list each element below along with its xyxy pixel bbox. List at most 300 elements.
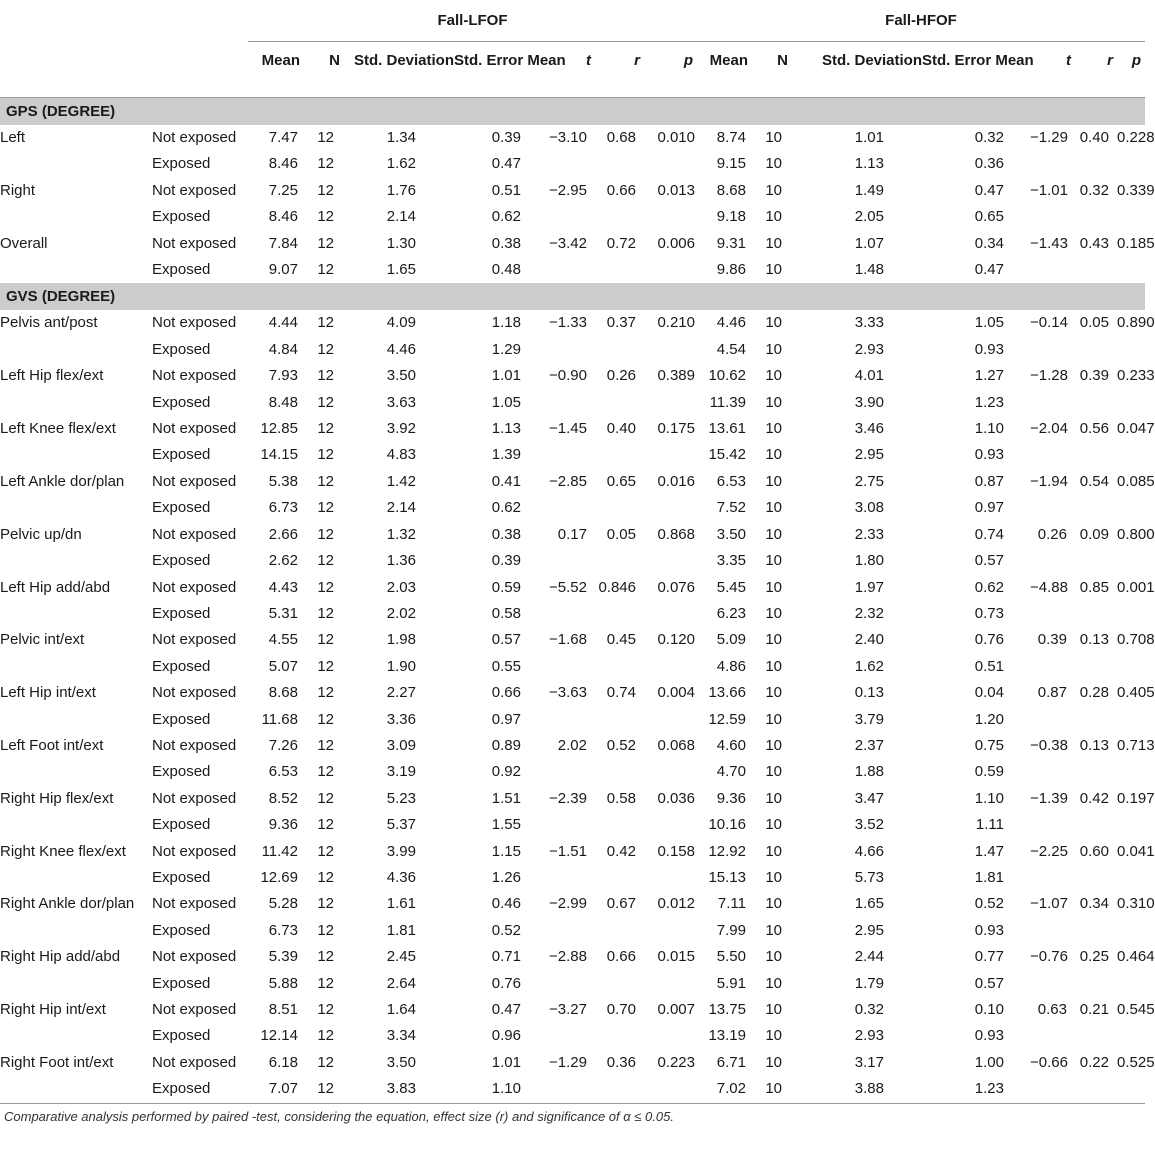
cell-hfof: 0.405 — [1117, 684, 1155, 702]
cell-hfof: 0.10 — [974, 1001, 1004, 1018]
cell-hfof: 2.93 — [854, 340, 884, 358]
cell-lfof: 0.37 — [606, 314, 636, 332]
cell-lfof — [595, 707, 644, 733]
cell-hfof: 10 — [765, 314, 782, 332]
cell-lfof: 3.09 — [386, 736, 416, 754]
cell-hfof — [1030, 971, 1075, 997]
cell-hfof: 4.60 — [716, 736, 746, 754]
cell-lfof: 5.23 — [386, 789, 416, 807]
cell-hfof: 10 — [765, 446, 782, 464]
cell-lfof: 12 — [317, 155, 334, 173]
cell-hfof: 0.525 — [1117, 1053, 1155, 1071]
cell-hfof: 10 — [765, 895, 782, 913]
cell-hfof — [1117, 204, 1145, 230]
cell-lfof — [547, 257, 595, 283]
cell-lfof: 11.68 — [261, 710, 298, 728]
cell-lfof — [595, 759, 644, 785]
table-row — [0, 680, 1145, 706]
row-label — [0, 548, 152, 574]
cell-lfof: 0.62 — [491, 208, 521, 226]
cell-hfof: 0.890 — [1117, 314, 1155, 332]
row-condition: Exposed — [152, 446, 211, 464]
table-row — [0, 733, 1145, 759]
cell-hfof — [1030, 654, 1075, 680]
cell-hfof — [1075, 707, 1117, 733]
cell-hfof: −1.43 — [1030, 234, 1068, 252]
cell-hfof: 0.32 — [974, 129, 1004, 146]
cell-hfof: 0.39 — [1037, 631, 1067, 649]
cell-lfof — [644, 495, 697, 521]
row-label: Left Hip flex/ext — [0, 367, 104, 385]
cell-lfof: 12 — [317, 789, 334, 807]
cell-hfof: 0.13 — [854, 684, 884, 702]
cell-lfof: 0.96 — [491, 1027, 521, 1045]
cell-hfof: 0.77 — [974, 948, 1004, 966]
cell-lfof: 7.07 — [248, 1076, 304, 1103]
cell-lfof: 0.05 — [606, 525, 636, 543]
cell-hfof: 13.66 — [708, 684, 746, 702]
cell-lfof: 12 — [317, 710, 334, 728]
col-n: N — [304, 42, 344, 98]
row-condition: Not exposed — [152, 736, 237, 754]
cell-hfof: 4.01 — [854, 367, 884, 385]
group-header-row — [0, 0, 1145, 42]
cell-hfof: 0.42 — [1079, 789, 1109, 807]
row-label: Left Foot int/ext — [0, 736, 104, 754]
table-row — [0, 469, 1145, 495]
cell-lfof — [595, 442, 644, 468]
cell-lfof: 12 — [317, 552, 334, 570]
cell-hfof: 0.87 — [1037, 684, 1067, 702]
cell-hfof: 10 — [765, 604, 782, 622]
row-label — [0, 654, 152, 680]
cell-lfof: 12 — [317, 868, 334, 886]
cell-hfof: 1.13 — [854, 155, 884, 173]
cell-lfof: 3.83 — [344, 1076, 454, 1103]
cell-lfof: 12 — [317, 234, 334, 252]
cell-hfof: 0.57 — [974, 974, 1004, 992]
cell-lfof: 12 — [317, 895, 334, 913]
cell-hfof: 2.95 — [854, 446, 884, 464]
corner-cell — [0, 0, 248, 42]
cell-hfof: 0.34 — [974, 234, 1004, 252]
cell-lfof: 1.18 — [491, 314, 521, 332]
cell-hfof — [1075, 442, 1117, 468]
cell-hfof: 10.62 — [708, 367, 746, 385]
row-condition: Exposed — [152, 340, 211, 358]
cell-hfof: 10 — [765, 948, 782, 966]
cell-lfof: 0.036 — [657, 789, 695, 807]
table-row — [0, 125, 1145, 151]
cell-lfof: 6.18 — [268, 1053, 298, 1071]
cell-lfof: 2.03 — [386, 578, 416, 596]
cell-hfof: 6.23 — [716, 604, 746, 622]
cell-lfof: 0.47 — [491, 1001, 521, 1018]
cell-lfof: 12 — [317, 1027, 334, 1045]
cell-lfof — [547, 918, 595, 944]
cell-lfof: 0.68 — [606, 129, 636, 146]
cell-hfof — [1117, 971, 1145, 997]
cell-lfof: 5.07 — [268, 657, 298, 675]
row-condition: Not exposed — [152, 420, 237, 438]
cell-lfof: 0.74 — [606, 684, 636, 702]
cell-lfof: 3.50 — [386, 367, 416, 385]
cell-hfof — [1030, 601, 1075, 627]
cell-lfof: 8.46 — [268, 155, 298, 173]
cell-hfof — [1075, 337, 1117, 363]
cell-lfof — [547, 812, 595, 838]
cell-hfof: −1.94 — [1030, 472, 1068, 490]
cell-hfof: 3.33 — [854, 314, 884, 332]
cell-hfof: 5.91 — [716, 974, 746, 992]
cell-lfof: 12 — [317, 816, 334, 834]
cell-lfof — [595, 337, 644, 363]
cell-lfof: 12 — [317, 604, 334, 622]
row-condition: Exposed — [152, 974, 211, 992]
cell-hfof: 0.22 — [1079, 1053, 1109, 1071]
cell-hfof: 0.39 — [1079, 367, 1109, 385]
cell-hfof: 0.13 — [1079, 736, 1109, 754]
cell-hfof: 3.79 — [854, 710, 884, 728]
cell-lfof: 1.29 — [491, 340, 521, 358]
cell-hfof: 1.27 — [974, 367, 1004, 385]
cell-lfof — [644, 257, 697, 283]
row-label: Right Hip add/abd — [0, 948, 121, 966]
table-row — [0, 442, 1145, 468]
cell-lfof — [595, 495, 644, 521]
table-row — [0, 1050, 1145, 1076]
col-r: r — [1075, 42, 1117, 98]
table-row — [0, 865, 1145, 891]
cell-lfof: 12 — [317, 921, 334, 939]
cell-hfof: 1.05 — [974, 314, 1004, 332]
table-footnote: Comparative analysis performed by paired -test, considering the equation, effect size (r) and significance of α ≤ 0.05. — [4, 1108, 674, 1124]
cell-hfof: 10 — [752, 1076, 792, 1103]
cell-lfof: −0.90 — [549, 367, 587, 385]
row-condition: Not exposed — [152, 948, 237, 966]
cell-lfof: −2.95 — [549, 181, 587, 199]
cell-lfof: 0.38 — [491, 234, 521, 252]
table-row — [0, 627, 1145, 653]
col-mean: Mean — [697, 42, 752, 98]
cell-lfof: 2.14 — [386, 499, 416, 517]
cell-hfof: 10 — [765, 974, 782, 992]
cell-hfof: −0.66 — [1030, 1053, 1068, 1071]
cell-lfof: 0.38 — [491, 525, 521, 543]
cell-lfof: 12 — [317, 181, 334, 199]
cell-lfof — [547, 442, 595, 468]
cell-lfof: 0.47 — [491, 155, 521, 173]
cell-hfof: 15.13 — [708, 868, 746, 886]
cell-lfof: 0.076 — [657, 578, 695, 596]
cell-lfof: 9.36 — [268, 816, 298, 834]
row-label — [0, 257, 152, 283]
cell-lfof — [547, 1076, 595, 1103]
cell-lfof: −3.10 — [549, 129, 587, 146]
cell-lfof — [547, 707, 595, 733]
cell-hfof: 0.25 — [1079, 948, 1109, 966]
cell-lfof — [644, 601, 697, 627]
cell-hfof: 1.47 — [974, 842, 1004, 860]
cell-hfof: 0.93 — [974, 1027, 1004, 1045]
cell-lfof: 0.76 — [491, 974, 521, 992]
cell-hfof — [1030, 337, 1075, 363]
cell-lfof: 7.25 — [268, 181, 298, 199]
row-condition: Not exposed — [152, 1001, 237, 1018]
cell-hfof: 10 — [765, 393, 782, 411]
section-header — [0, 98, 1145, 126]
cell-lfof: 1.32 — [386, 525, 416, 543]
cell-lfof — [547, 204, 595, 230]
cell-hfof: 13.19 — [708, 1027, 746, 1045]
cell-hfof: 10 — [765, 710, 782, 728]
cell-hfof: 0.62 — [974, 578, 1004, 596]
table-row — [0, 337, 1145, 363]
cell-hfof: −1.28 — [1030, 367, 1068, 385]
col-n: N — [752, 42, 792, 98]
col-p: p — [644, 42, 697, 98]
cell-hfof: 1.80 — [854, 552, 884, 570]
row-condition: Not exposed — [152, 367, 237, 385]
row-label: Pelvis ant/post — [0, 314, 98, 332]
cell-hfof: 0.32 — [854, 1001, 884, 1018]
row-label: Left Hip int/ext — [0, 684, 96, 702]
cell-hfof: 0.43 — [1079, 234, 1109, 252]
row-condition: Not exposed — [152, 129, 237, 146]
cell-hfof: 0.21 — [1079, 1001, 1109, 1018]
table-row — [0, 891, 1145, 917]
cell-lfof: 0.48 — [491, 261, 521, 279]
cell-hfof: 1.01 — [854, 129, 884, 146]
cell-hfof: 5.50 — [716, 948, 746, 966]
cell-lfof: 6.73 — [268, 921, 298, 939]
cell-lfof: 1.55 — [491, 816, 521, 834]
row-condition: Exposed — [152, 1076, 248, 1103]
cell-lfof: 0.015 — [657, 948, 695, 966]
cell-lfof: 0.007 — [657, 1001, 695, 1018]
section-header — [0, 283, 1145, 310]
cell-hfof: 8.74 — [716, 129, 746, 146]
cell-hfof — [1075, 759, 1117, 785]
cell-lfof: 3.63 — [386, 393, 416, 411]
cell-lfof: 0.45 — [606, 631, 636, 649]
cell-hfof: 0.13 — [1079, 631, 1109, 649]
table-row — [0, 204, 1145, 230]
cell-lfof: −1.45 — [549, 420, 587, 438]
cell-hfof: 10 — [765, 234, 782, 252]
cell-hfof: 10 — [765, 631, 782, 649]
cell-hfof — [1117, 495, 1145, 521]
cell-lfof: 0.62 — [491, 499, 521, 517]
cell-lfof: 12 — [317, 736, 334, 754]
cell-hfof: 1.79 — [854, 974, 884, 992]
row-condition: Not exposed — [152, 578, 237, 596]
cell-hfof: −4.88 — [1030, 578, 1068, 596]
cell-hfof: 9.18 — [716, 208, 746, 226]
table-row — [0, 548, 1145, 574]
cell-hfof: 0.36 — [974, 155, 1004, 173]
row-label — [0, 865, 152, 891]
cell-lfof: 12 — [317, 314, 334, 332]
cell-hfof: 13.61 — [708, 420, 746, 438]
cell-lfof: 0.17 — [557, 525, 587, 543]
cell-lfof — [547, 390, 595, 416]
cell-lfof — [644, 759, 697, 785]
cell-hfof — [1117, 390, 1145, 416]
cell-hfof: 0.52 — [974, 895, 1004, 913]
cell-lfof: 1.10 — [454, 1076, 547, 1103]
cell-lfof — [644, 151, 697, 177]
cell-hfof: 9.15 — [716, 155, 746, 173]
cell-lfof: 8.46 — [268, 208, 298, 226]
cell-hfof: 1.65 — [854, 895, 884, 913]
cell-hfof: 12.92 — [708, 842, 746, 860]
cell-lfof — [547, 654, 595, 680]
cell-lfof: 1.15 — [491, 842, 521, 860]
cell-hfof — [1117, 151, 1145, 177]
cell-hfof: 10 — [765, 208, 782, 226]
row-condition: Not exposed — [152, 789, 237, 807]
cell-lfof — [595, 865, 644, 891]
cell-lfof: 4.43 — [268, 578, 298, 596]
cell-lfof: 1.05 — [491, 393, 521, 411]
cell-hfof — [1030, 759, 1075, 785]
cell-lfof — [547, 759, 595, 785]
cell-hfof — [1030, 1076, 1075, 1103]
row-condition: Exposed — [152, 1027, 211, 1045]
cell-lfof: 2.64 — [386, 974, 416, 992]
cell-lfof: 1.13 — [491, 420, 521, 438]
cell-hfof: 0.09 — [1079, 525, 1109, 543]
row-label — [0, 337, 152, 363]
cell-lfof — [644, 865, 697, 891]
cell-lfof: 12 — [317, 367, 334, 385]
cell-lfof — [644, 707, 697, 733]
cell-hfof: 10 — [765, 472, 782, 490]
table-row — [0, 1023, 1145, 1049]
cell-lfof: 4.46 — [386, 340, 416, 358]
cell-hfof: 0.185 — [1117, 234, 1155, 252]
cell-lfof — [595, 390, 644, 416]
cell-lfof: 0.71 — [491, 948, 521, 966]
cell-lfof: 0.97 — [491, 710, 521, 728]
col-std-error-mean: Std. Error Mean — [922, 42, 1030, 98]
cell-lfof: 4.84 — [268, 340, 298, 358]
cell-hfof — [1117, 1076, 1145, 1103]
cell-hfof: 1.62 — [854, 657, 884, 675]
cell-lfof: 1.30 — [386, 234, 416, 252]
cell-lfof: 12 — [317, 446, 334, 464]
cell-hfof — [1075, 151, 1117, 177]
cell-hfof: 4.86 — [716, 657, 746, 675]
cell-lfof — [547, 337, 595, 363]
cell-hfof: 4.66 — [854, 842, 884, 860]
table-row — [0, 151, 1145, 177]
cell-hfof — [1117, 865, 1145, 891]
table-row — [0, 997, 1145, 1023]
cell-hfof: 10 — [765, 1053, 782, 1071]
cell-lfof: 3.92 — [386, 420, 416, 438]
cell-lfof: 8.52 — [268, 789, 298, 807]
cell-lfof: 4.83 — [386, 446, 416, 464]
table-row — [0, 310, 1145, 336]
cell-lfof — [547, 548, 595, 574]
row-label: Left Knee flex/ext — [0, 420, 116, 438]
cell-hfof: 0.93 — [974, 340, 1004, 358]
cell-lfof: 7.26 — [268, 736, 298, 754]
cell-lfof: 0.36 — [606, 1053, 636, 1071]
cell-hfof: 3.46 — [854, 420, 884, 438]
cell-hfof — [1075, 495, 1117, 521]
cell-hfof: 4.54 — [716, 340, 746, 358]
cell-lfof: −2.88 — [549, 948, 587, 966]
cell-hfof: 10 — [765, 684, 782, 702]
cell-lfof — [644, 1076, 697, 1103]
cell-hfof: 0.93 — [974, 446, 1004, 464]
cell-lfof: 2.02 — [386, 604, 416, 622]
column-header-row — [0, 42, 1145, 98]
cell-hfof: 9.36 — [716, 789, 746, 807]
cell-hfof — [1030, 151, 1075, 177]
cell-lfof: 0.65 — [606, 472, 636, 490]
cell-hfof: −2.04 — [1030, 420, 1068, 438]
cell-hfof: 1.00 — [974, 1053, 1004, 1071]
cell-hfof: 2.93 — [854, 1027, 884, 1045]
cell-hfof: 1.07 — [854, 234, 884, 252]
row-label — [0, 151, 152, 177]
cell-lfof: 2.14 — [386, 208, 416, 226]
cell-hfof: 9.86 — [716, 261, 746, 279]
col-p: p — [1117, 42, 1145, 98]
cell-lfof: 1.98 — [386, 631, 416, 649]
cell-hfof: −0.14 — [1030, 314, 1068, 332]
cell-hfof: 10 — [765, 181, 782, 199]
cell-hfof: 10 — [765, 420, 782, 438]
cell-lfof: 12.85 — [260, 420, 298, 438]
cell-lfof: 1.64 — [386, 1001, 416, 1018]
cell-hfof: 4.70 — [716, 763, 746, 781]
cell-hfof — [1117, 812, 1145, 838]
cell-hfof: 8.68 — [716, 181, 746, 199]
cell-lfof: 5.37 — [386, 816, 416, 834]
cell-hfof: 10 — [765, 261, 782, 279]
cell-hfof — [1075, 548, 1117, 574]
cell-hfof: 10 — [765, 763, 782, 781]
cell-hfof: 0.93 — [974, 921, 1004, 939]
row-condition: Not exposed — [152, 472, 237, 490]
cell-lfof: 12 — [317, 631, 334, 649]
row-condition: Not exposed — [152, 181, 237, 199]
cell-lfof — [644, 390, 697, 416]
cell-lfof: 12 — [317, 525, 334, 543]
cell-lfof: 4.44 — [268, 314, 298, 332]
cell-hfof: 0.800 — [1117, 525, 1155, 543]
cell-lfof: 1.01 — [491, 367, 521, 385]
cell-lfof: 12 — [317, 499, 334, 517]
cell-hfof: 9.31 — [716, 234, 746, 252]
cell-hfof: 0.34 — [1079, 895, 1109, 913]
row-label: Left Hip add/abd — [0, 578, 111, 596]
row-condition: Exposed — [152, 155, 211, 173]
cell-lfof: 0.66 — [491, 684, 521, 702]
cell-lfof: 0.67 — [606, 895, 636, 913]
cell-hfof — [1117, 548, 1145, 574]
cell-lfof: −3.27 — [549, 1001, 587, 1018]
cell-hfof: 10 — [765, 1027, 782, 1045]
row-label — [0, 812, 152, 838]
cell-lfof — [547, 151, 595, 177]
cell-lfof: 1.61 — [386, 895, 416, 913]
